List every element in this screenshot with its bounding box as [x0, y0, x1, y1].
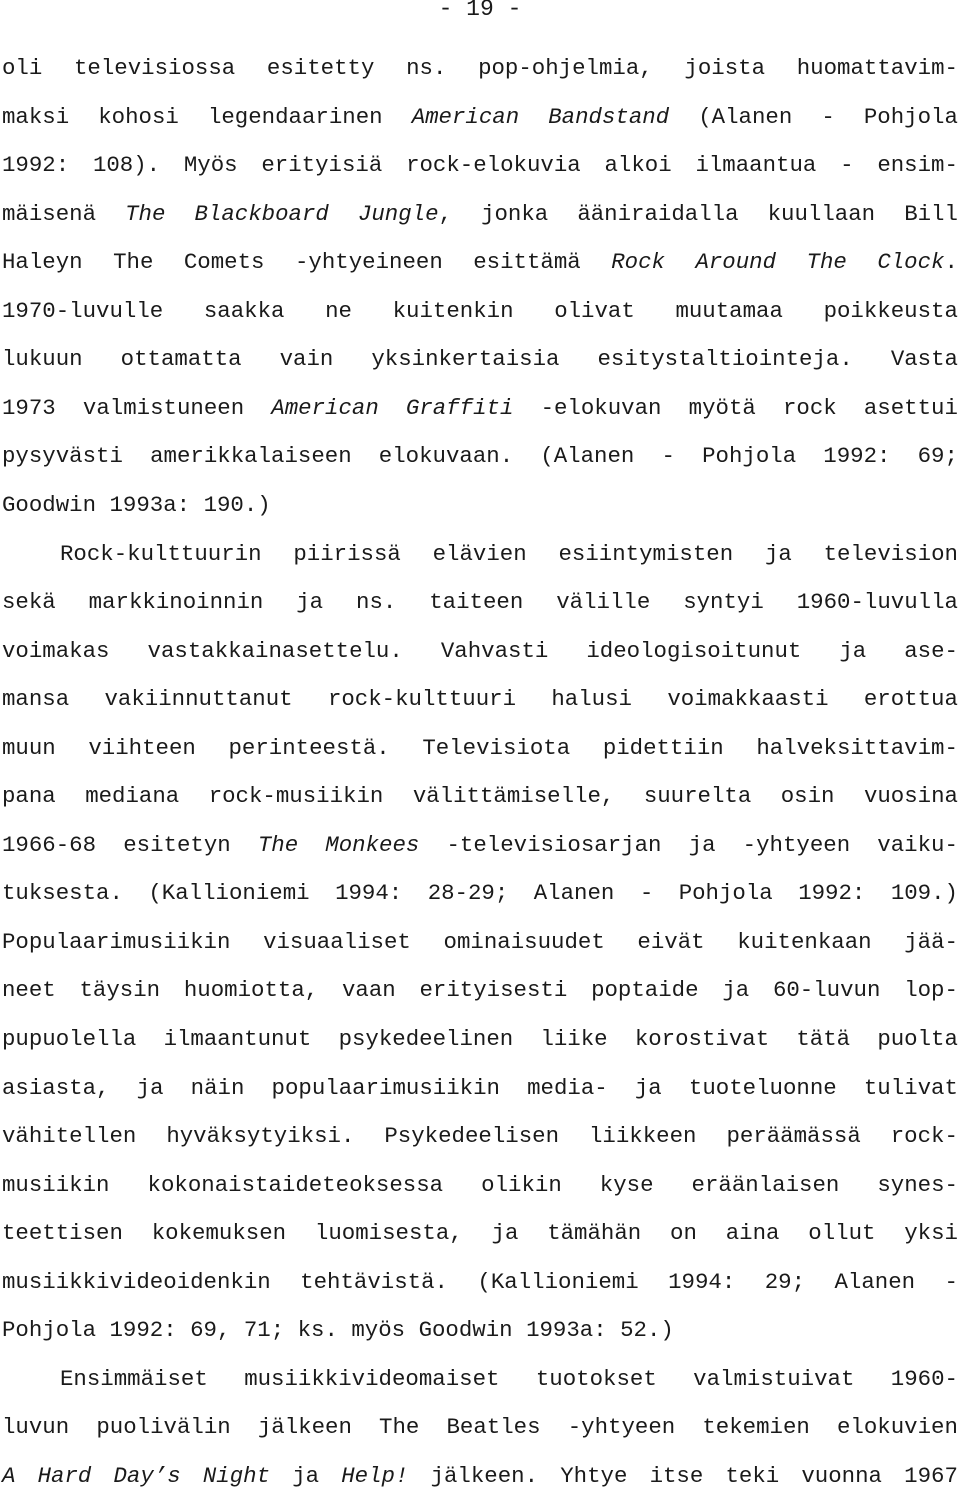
italic-word: The — [257, 831, 299, 858]
text-line — [2, 634, 958, 668]
word: voimakkaasti — [667, 686, 829, 713]
word: vuonna — [801, 1462, 882, 1489]
page-number: - 19 - — [438, 0, 522, 22]
word: 28-29; — [427, 880, 509, 907]
word: ne — [325, 297, 352, 324]
word: asiasta, — [2, 1074, 110, 1101]
word: - — [639, 880, 654, 907]
word: tulivat — [863, 1074, 958, 1101]
word: rock-musiikin — [208, 783, 384, 810]
word: musiikkivideomaiset — [244, 1365, 500, 1392]
word: televisiossa — [73, 55, 236, 81]
word: erottua — [863, 686, 958, 713]
word: on — [670, 1220, 697, 1247]
word: ja — [688, 831, 716, 858]
word: - — [944, 1268, 958, 1295]
word: rock-kulttuuri — [327, 686, 517, 713]
word: ilmaantua — [695, 152, 817, 179]
word: (Kallioniemi — [477, 1268, 639, 1295]
word: muutamaa — [675, 297, 783, 324]
word: kuullaan — [767, 200, 876, 227]
word: vaiku- — [877, 831, 958, 858]
word: teettisen — [2, 1220, 123, 1247]
word: 1993a: — [526, 1317, 607, 1344]
word: aina — [725, 1220, 780, 1247]
word: vakiinnuttanut — [104, 686, 293, 713]
word: Alanen — [834, 1268, 916, 1295]
word: vastakkainasettelu. — [147, 637, 403, 664]
word: esitystaltiointeja. — [597, 346, 853, 373]
word: osin — [780, 783, 835, 810]
word: The — [379, 1414, 420, 1441]
word: olivat — [554, 297, 635, 324]
text-line — [2, 1410, 958, 1444]
text-line — [2, 439, 958, 473]
word: yksi — [904, 1220, 958, 1247]
text-line — [2, 148, 958, 182]
italic-word: The — [125, 200, 166, 227]
word: television — [823, 540, 958, 567]
word: esitetty — [266, 55, 375, 81]
word: vähitellen — [2, 1123, 137, 1150]
italic-word: Hard — [37, 1462, 92, 1489]
italic-word: Monkees — [325, 831, 420, 858]
word: ollut — [808, 1220, 876, 1247]
word: media- — [527, 1074, 608, 1101]
word: Comets — [183, 249, 265, 276]
word: vain — [279, 346, 334, 373]
italic-word: Blackboard — [194, 200, 329, 227]
word: Goodwin — [418, 1317, 513, 1344]
word: kyse — [599, 1171, 654, 1198]
word: puolta — [877, 1026, 958, 1052]
word: kokonaistaideteoksessa — [147, 1171, 444, 1198]
word: myös — [351, 1317, 406, 1344]
word: 1993a: — [109, 491, 191, 518]
word: eivät — [637, 928, 705, 955]
word: perinteestä. — [228, 734, 390, 761]
word: 109.) — [890, 880, 958, 907]
word: 190.) — [203, 491, 271, 518]
word: 1994: — [668, 1268, 736, 1295]
word: tämähän — [547, 1220, 642, 1247]
word: 1992: — [798, 880, 866, 907]
italic-word: Day’s — [113, 1462, 181, 1489]
word: huomattavim- — [796, 55, 958, 81]
word: (Kallioniemi — [148, 880, 310, 907]
word: (Alanen — [698, 103, 793, 130]
word: halveksittavim- — [756, 734, 958, 761]
word: - — [661, 443, 675, 470]
word: välittämiselle, — [412, 783, 615, 810]
word: ja — [491, 1220, 519, 1247]
word: asettui — [863, 394, 958, 421]
italic-word: Help! — [341, 1462, 409, 1489]
word: näin — [190, 1074, 245, 1101]
word: ns. — [356, 589, 397, 615]
word: 1966-68 — [2, 831, 97, 858]
word: Goodwin — [2, 491, 97, 518]
word: esitetyn — [123, 831, 231, 858]
word: jää- — [904, 928, 958, 955]
word: poikkeusta — [823, 297, 958, 324]
word: kokemuksen — [151, 1220, 287, 1247]
text-line — [2, 488, 958, 522]
word: sekä — [2, 589, 56, 615]
word: rock- — [890, 1123, 958, 1150]
word: poptaide — [591, 977, 699, 1004]
word: korostivat — [634, 1026, 770, 1052]
word: 1960-luvulla — [796, 589, 958, 615]
word: ilmaantunut — [163, 1026, 312, 1052]
word: 69; — [917, 443, 958, 470]
word: 1960- — [890, 1365, 958, 1392]
word: esittämä — [473, 249, 581, 276]
word: ottamatta — [120, 346, 242, 373]
text-line — [2, 537, 958, 571]
word: joista — [684, 55, 766, 81]
text-line — [2, 391, 958, 425]
word: jälkeen. — [430, 1462, 539, 1489]
word: oli — [2, 55, 43, 81]
word: täysin — [79, 977, 161, 1004]
word: 1967 — [904, 1462, 958, 1489]
word: halusi — [551, 686, 632, 713]
word: Pohjola — [2, 1317, 97, 1344]
word: 108). — [92, 152, 161, 179]
word: kohosi — [98, 103, 179, 130]
text-line — [2, 1459, 958, 1493]
word: Bill — [904, 200, 958, 227]
text-line — [2, 925, 958, 959]
word: ns. — [406, 55, 447, 81]
text-line — [2, 1168, 958, 1202]
word: taiteen — [429, 589, 524, 615]
word: syntyi — [683, 589, 764, 615]
word: ja — [136, 1074, 164, 1101]
word: ensim- — [877, 152, 958, 179]
word: pidettiin — [602, 734, 724, 761]
text-line — [2, 585, 958, 619]
word: 52.) — [620, 1317, 674, 1344]
text-line — [2, 51, 958, 85]
word: ks. — [297, 1317, 338, 1344]
word: ääniraidalla — [577, 200, 739, 227]
word: elävien — [432, 540, 527, 567]
word: tuksesta. — [2, 880, 123, 907]
word: maksi — [2, 103, 70, 130]
word: ja — [296, 589, 324, 615]
word: Alanen — [533, 880, 615, 907]
text-line — [2, 682, 958, 716]
word: piirissä — [293, 540, 401, 567]
word: liikkeen — [589, 1123, 697, 1150]
word: pysyvästi — [2, 443, 123, 470]
word: valmistuneen — [82, 394, 245, 421]
word: ideologisoitunut — [586, 637, 802, 664]
word: 1992: — [823, 443, 891, 470]
word: , — [438, 200, 452, 227]
text-line — [2, 973, 958, 1007]
text-line — [2, 294, 958, 328]
text-line — [2, 1216, 958, 1250]
word: markkinoinnin — [88, 589, 264, 615]
word: erityisesti — [419, 977, 568, 1004]
word: mansa — [2, 686, 70, 713]
text-line — [2, 342, 958, 376]
word: pana — [2, 783, 56, 810]
word: neet — [2, 977, 56, 1004]
word: (Alanen — [540, 443, 635, 470]
word: ja — [292, 1462, 320, 1489]
word: pupuolella — [2, 1026, 137, 1052]
word: eräänlaisen — [691, 1171, 840, 1198]
word: 1970-luvulle — [2, 297, 164, 324]
word: - — [821, 103, 835, 130]
word: mediana — [85, 783, 180, 810]
word: lukuun — [2, 346, 83, 373]
word: luomisesta, — [314, 1220, 463, 1247]
word — [877, 245, 958, 279]
text-line — [2, 1265, 958, 1299]
word: jonka — [481, 200, 549, 227]
word: puolivälin — [96, 1414, 231, 1441]
italic-word: American — [271, 394, 379, 421]
word: Rock-kulttuurin — [60, 540, 262, 567]
italic-word: Clock — [877, 249, 945, 276]
word: ase- — [904, 637, 958, 664]
text-line — [2, 1022, 958, 1056]
word: 1973 — [2, 394, 56, 421]
italic-word: The — [806, 249, 847, 276]
word: muun — [2, 734, 56, 761]
word: suurelta — [643, 783, 752, 810]
text-line — [2, 100, 958, 134]
word: huomiotta, — [183, 977, 319, 1004]
word: -yhtyeen — [742, 831, 851, 858]
word: populaarimusiikin — [271, 1074, 500, 1101]
word: voimakas — [2, 637, 110, 664]
word: -elokuvan — [540, 394, 662, 421]
word: hyväksytyiksi. — [166, 1123, 355, 1150]
word: The — [113, 249, 154, 276]
word: teki — [725, 1462, 780, 1489]
italic-word: A — [2, 1462, 16, 1489]
word: ja — [764, 540, 792, 567]
word: viihteen — [88, 734, 196, 761]
word: peräämässä — [726, 1123, 861, 1150]
word: tekemien — [702, 1414, 810, 1441]
text-line — [2, 1362, 958, 1396]
word: ja — [722, 977, 750, 1004]
word: Pohjola — [678, 880, 773, 907]
word: Populaarimusiikin — [2, 928, 231, 955]
word: elokuvaan. — [378, 443, 514, 470]
word: musiikkivideoidenkin — [2, 1268, 271, 1295]
word: elokuvien — [836, 1414, 958, 1441]
word: Pohjola — [702, 443, 797, 470]
word: rock — [782, 394, 837, 421]
word: rock-elokuvia — [406, 152, 581, 179]
word: Beatles — [446, 1414, 541, 1441]
word: Ensimmäiset — [60, 1365, 208, 1392]
word: -yhtyeen — [567, 1414, 676, 1441]
word: itse — [649, 1462, 704, 1489]
word: 60-luvun — [772, 977, 881, 1004]
text-line — [2, 731, 958, 765]
text-line — [2, 245, 958, 279]
text-line — [2, 876, 958, 910]
word — [358, 197, 452, 231]
word: tuoteluonne — [688, 1074, 837, 1101]
word: ominaisuudet — [443, 928, 605, 955]
word: ja — [634, 1074, 662, 1101]
word: vaan — [342, 977, 396, 1004]
word: luvun — [2, 1414, 70, 1441]
text-line — [2, 1119, 958, 1153]
word: valmistuivat — [693, 1365, 855, 1392]
word: Haleyn — [2, 249, 83, 276]
italic-word: American — [411, 103, 520, 130]
text-line — [2, 1313, 958, 1347]
word: olikin — [481, 1171, 562, 1198]
word: Psykedeelisen — [384, 1123, 560, 1150]
text-line — [2, 779, 958, 813]
word: kuitenkaan — [737, 928, 872, 955]
word: 71; — [243, 1317, 285, 1344]
word: legendaarinen — [207, 103, 383, 130]
italic-word: Night — [202, 1462, 271, 1489]
word: pop-ohjelmia, — [478, 55, 653, 81]
italic-word: Rock — [611, 249, 665, 276]
word: - — [840, 152, 854, 179]
word: ja — [839, 637, 867, 664]
word: välille — [556, 589, 651, 615]
italic-word: Jungle — [357, 200, 439, 227]
word: synes- — [877, 1171, 958, 1198]
word: . — [944, 249, 958, 276]
word: 29; — [764, 1268, 806, 1295]
word: tuotokset — [535, 1365, 657, 1392]
text-line — [2, 1071, 958, 1105]
word: alkoi — [604, 152, 672, 179]
word: tätä — [796, 1026, 851, 1052]
word: vuosina — [863, 783, 958, 810]
word: myötä — [688, 394, 756, 421]
italic-word: Around — [695, 249, 777, 276]
word: saakka — [203, 297, 285, 324]
word: 1992: — [2, 152, 70, 179]
word: 1992: — [109, 1317, 177, 1344]
word: Yhtye — [560, 1462, 628, 1489]
word: 69, — [190, 1317, 231, 1344]
word: Myös — [183, 152, 238, 179]
text-line — [2, 828, 958, 862]
italic-word: Graffiti — [405, 394, 514, 421]
word: liike — [540, 1026, 608, 1052]
word: Televisiota — [422, 734, 571, 761]
word: -televisiosarjan — [446, 831, 662, 858]
word: jälkeen — [257, 1414, 352, 1441]
word: kuitenkin — [392, 297, 514, 324]
word: erityisiä — [261, 152, 383, 179]
word: yksinkertaisia — [371, 346, 560, 373]
word: amerikkalaiseen — [150, 443, 352, 470]
word: visuaaliset — [263, 928, 411, 955]
word: esiintymisten — [558, 540, 734, 567]
word: 1994: — [335, 880, 403, 907]
word: mäisenä — [2, 200, 97, 227]
text-line — [2, 197, 958, 231]
word: lop- — [904, 977, 958, 1004]
word: Vasta — [890, 346, 958, 373]
word: Pohjola — [863, 103, 958, 130]
word: -yhtyeineen — [294, 249, 443, 276]
word: Vahvasti — [440, 637, 549, 664]
word: tehtävistä. — [300, 1268, 448, 1295]
italic-word: Bandstand — [548, 103, 670, 130]
word: psykedeelinen — [338, 1026, 514, 1052]
word: musiikin — [2, 1171, 110, 1198]
